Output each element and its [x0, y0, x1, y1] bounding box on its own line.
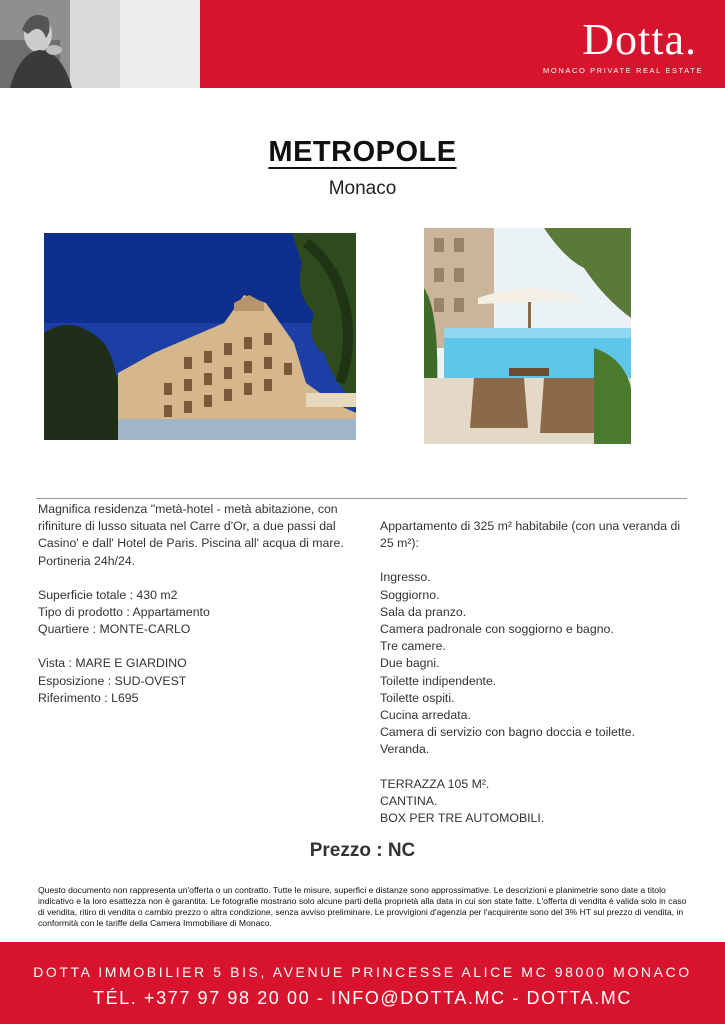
extra-item: BOX PER TRE AUTOMOBILI. — [380, 811, 545, 826]
room-item: Toilette ospiti. — [380, 690, 455, 705]
footer-contact[interactable]: TÉL. +377 97 98 20 00 - INFO@DOTTA.MC - DOTTA.MC — [92, 988, 633, 1008]
extra-item: CANTINA. — [380, 793, 438, 808]
header-brand-band — [200, 0, 725, 88]
room-item: Ingresso. — [380, 570, 431, 585]
header-portrait-image — [0, 0, 200, 88]
detail-view: Vista : MARE E GIARDINO — [38, 656, 187, 671]
room-item: Due bagni. — [380, 656, 440, 671]
building-photo — [44, 233, 356, 440]
brand-tagline: MONACO PRIVATE REAL ESTATE — [543, 66, 703, 75]
pool-terrace-photo — [424, 228, 631, 444]
room-item: Sala da pranzo. — [380, 604, 467, 619]
description-left-column — [38, 501, 348, 707]
detail-surface: Superficie totale : 430 m2 — [38, 587, 178, 602]
room-item: Toilette indipendente. — [380, 673, 497, 688]
dotta-logo[interactable]: Dotta. — [582, 15, 697, 64]
property-location: Monaco — [328, 178, 397, 199]
room-item: Veranda. — [380, 742, 430, 757]
apartment-intro: Appartamento di 325 m² habitabile (con una veranda di 25 m²): — [380, 519, 681, 551]
legal-disclaimer: Questo documento non rappresenta un'offerta o un contratto. Tutte le misure, superfici e distanze sono approssimative. Le descrizioni e planimetrie sono date a titolo indicativo e la loro esattezza non è garantita. Le fotografie mostrano solo alcune parti della proprietà alla data in cui son state fatte. L'offerta di vendita è valida solo in caso di vendita, ritiro di vendita o cambio prezzo o altra condizione, senza avviso preliminare. Le provvigioni d'agenzia per l'acquirente sono del 3% HT sul prezzo di vendita, in conformità con le tariffe della Camera Immobiliare di Monaco. — [38, 885, 687, 928]
description-intro: Magnifica residenza "metà-hotel - metà abitazione, con rifiniture di lusso situata nel Carre d'Or, a due passi dal Casino' e dall' Hotel de Paris. Piscina all' acqua di mare. Portineria 24h/24. — [38, 502, 344, 568]
room-item: Soggiorno. — [380, 587, 440, 602]
property-title-text: METROPOLE — [268, 136, 457, 168]
room-item: Tre camere. — [380, 639, 446, 654]
detail-district: Quartiere : MONTE-CARLO — [38, 622, 191, 637]
price-label: Prezzo : NC — [309, 840, 416, 861]
detail-exposure: Esposizione : SUD-OVEST — [38, 673, 187, 688]
page-header — [0, 0, 725, 88]
room-item: Camera di servizio con bagno doccia e toilette. — [380, 725, 635, 740]
footer-address: DOTTA IMMOBILIER 5 BIS, AVENUE PRINCESSE ALICE MC 98000 MONACO — [33, 964, 692, 980]
room-item: Cucina arredata. — [380, 708, 471, 723]
detail-reference: Riferimento : L695 — [38, 690, 139, 705]
extra-item: TERRAZZA 105 M². — [380, 776, 490, 791]
description-right-column — [380, 518, 688, 827]
page-footer — [0, 942, 725, 1024]
section-divider — [36, 498, 687, 499]
detail-product-type: Tipo di prodotto : Appartamento — [38, 605, 210, 620]
room-item: Camera padronale con soggiorno e bagno. — [380, 622, 614, 637]
property-title — [0, 136, 725, 169]
